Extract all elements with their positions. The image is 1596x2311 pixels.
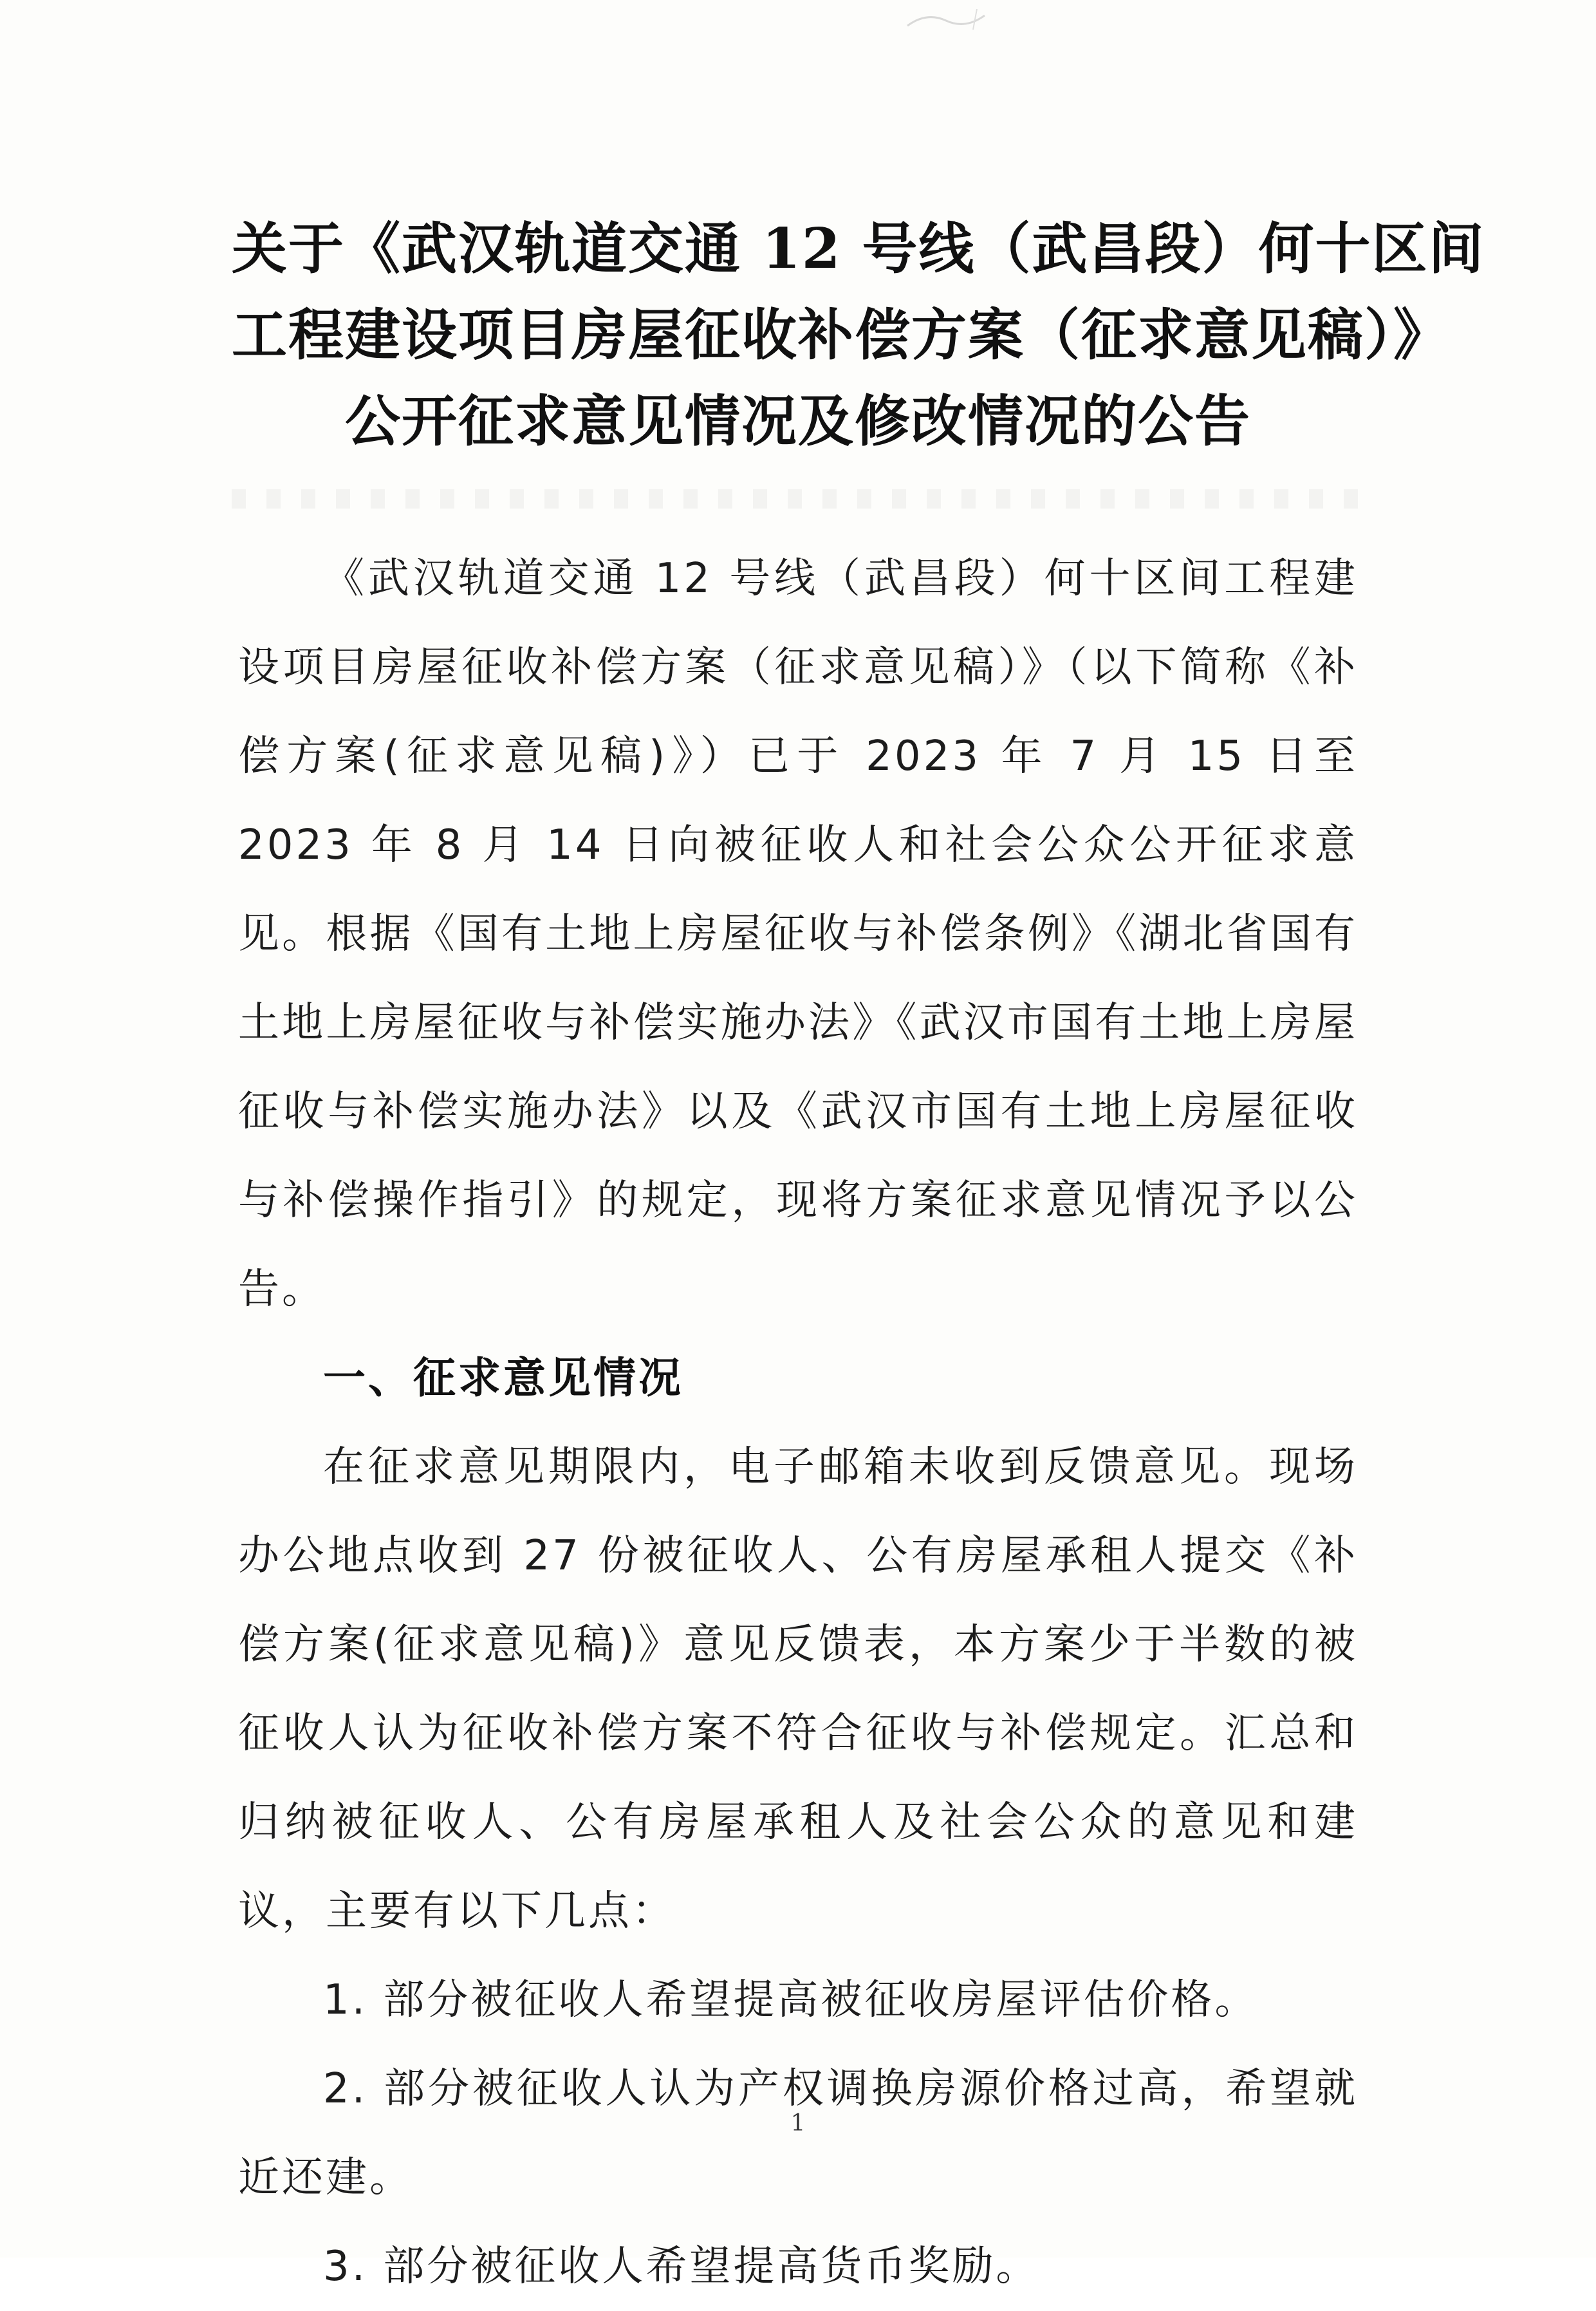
intro-paragraph: 《武汉轨道交通 12 号线（武昌段）何十区间工程建设项目房屋征收补偿方案（征求意见稿）》（以下简称《补偿方案(征求意见稿)》）已于 2023 年 7 月 15 日至 2023 年 8 月 14 日向被征收人和社会公众公开征求意见。根据《国有土地上房屋征收与补偿条例》《湖北省国有土地上房屋征收与补偿实施办法》《武汉市国有土地上房屋征收与补偿实施办法》以及《武汉市国有土地上房屋征收与补偿操作指引》的规定，现将方案征求意见情况予以公告。 xyxy=(238,555,1358,1313)
scan-mark-icon xyxy=(901,6,991,32)
title-line-3: 公开征求意见情况及修改情况的公告 xyxy=(345,389,1251,454)
list-item: 3. 部分被征收人希望提高货币奖励。 xyxy=(323,2243,1040,2290)
document-title xyxy=(232,206,1485,465)
title-line-1: 关于《武汉轨道交通 12 号线（武昌段）何十区间 xyxy=(232,216,1485,281)
page-number: 1 xyxy=(790,2110,806,2137)
title-line-2: 工程建设项目房屋征收补偿方案（征求意见稿）》 xyxy=(232,303,1450,368)
section-heading: 一、征求意见情况 xyxy=(323,1353,683,1403)
list-item: 1. 部分被征收人希望提高被征收房屋评估价格。 xyxy=(323,1976,1259,2024)
document-body xyxy=(238,534,1358,2311)
section-paragraph: 在征求意见期限内，电子邮箱未收到反馈意见。现场办公地点收到 27 份被征收人、公有房屋承租人提交《补偿方案(征求意见稿)》意见反馈表，本方案少于半数的被征收人认为征收补偿方案不符合征收与补偿规定。汇总和归纳被征收人、公有房屋承租人及社会公众的意见和建议，主要有以下几点： xyxy=(238,1443,1358,1935)
bleed-through-line xyxy=(232,489,1364,509)
list-item: 2. 部分被征收人认为产权调换房源价格过高，希望就近还建。 xyxy=(238,2065,1358,2202)
